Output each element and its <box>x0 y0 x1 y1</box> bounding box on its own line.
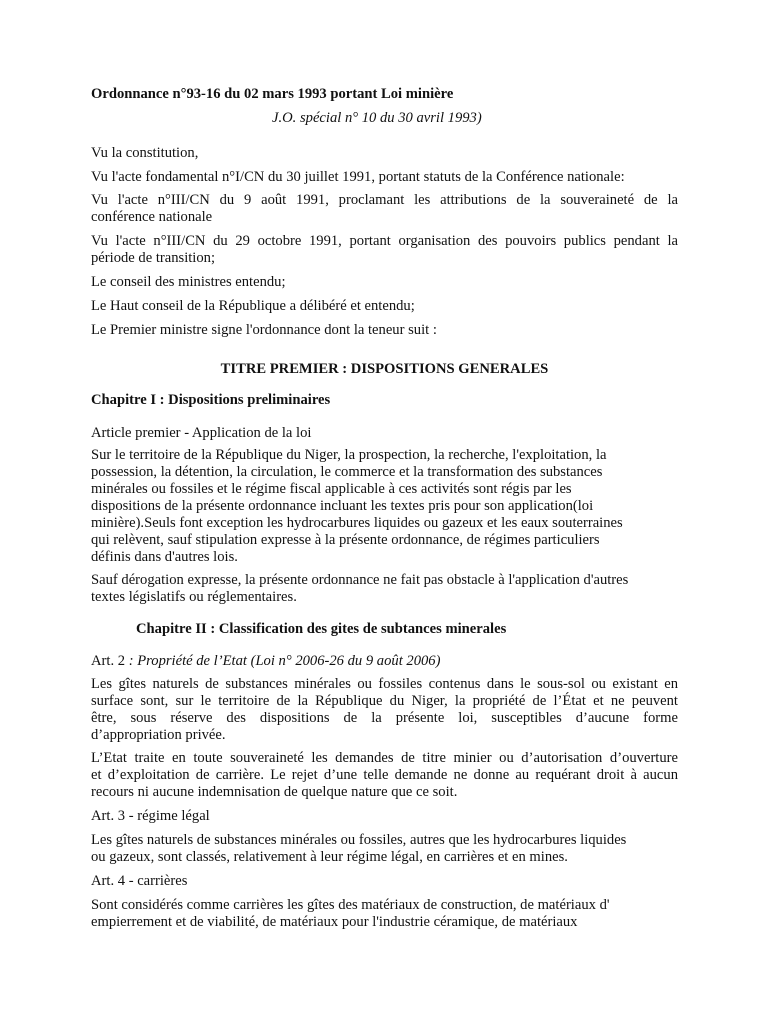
preamble-acte-octobre-line-2: période de transition; <box>91 250 216 266</box>
journal-officiel-reference: J.O. spécial n° 10 du 30 avril 1993) <box>272 110 482 126</box>
chapitre-2-heading: Chapitre II : Classification des gites de subtances minerales <box>136 621 507 637</box>
article-4-line: Sont considérés comme carrières les gîtes des matériaux de construction, de matériaux d' <box>91 897 610 913</box>
article-2-paragraph-1-line: être, sous réserve des dispositions de la présente loi, susceptibles d’aucune forme <box>91 710 678 726</box>
derogation-line: textes législatifs ou réglementaires. <box>91 589 297 605</box>
article-premier-line: minérales ou fossiles et le régime fiscal applicable à ces activités sont régis par les <box>91 481 572 497</box>
article-premier-line: minière).Seuls font exception les hydrocarbures liquides ou gazeux et les eaux souterraines <box>91 515 623 531</box>
preamble-acte-octobre-line-1: Vu l'acte n°III/CN du 29 octobre 1991, portant organisation des pouvoirs publics pendant la <box>91 233 678 249</box>
derogation-line: Sauf dérogation expresse, la présente ordonnance ne fait pas obstacle à l'application d'autres <box>91 572 629 588</box>
article-2-paragraph-2-line: et d’exploitation de carrière. Le rejet d’une telle demande ne donne au requérant droit à aucun <box>91 767 678 783</box>
article-2-title <box>91 653 678 670</box>
article-premier-line: Sur le territoire de la République du Niger, la prospection, la recherche, l'exploitation, la <box>91 447 607 463</box>
preamble-constitution: Vu la constitution, <box>91 145 199 161</box>
article-2-paragraph-2-line: recours ni aucune indemnisation de quelque nature que ce soit. <box>91 784 458 800</box>
article-4-title: Art. 4 - carrières <box>91 873 188 889</box>
article-2-paragraph-1-line: surface sont, sur le territoire de la République du Niger, la propriété de l’État et ne peuvent <box>91 693 678 709</box>
document-title: Ordonnance n°93-16 du 02 mars 1993 portant Loi minière <box>91 86 454 102</box>
article-2-paragraph-1-line: d’appropriation privée. <box>91 727 226 743</box>
article-3-line: ou gazeux, sont classés, relativement à leur régime légal, en carrières et en mines. <box>91 849 568 865</box>
article-2-title-text: : Propriété de l’Etat ( <box>125 653 256 669</box>
chapitre-1-heading: Chapitre I : Dispositions preliminaires <box>91 392 331 408</box>
preamble-acte-aout-line-2: conférence nationale <box>91 209 213 225</box>
article-premier-line: définis dans d'autres lois. <box>91 549 238 565</box>
preamble-acte-fondamental: Vu l'acte fondamental n°I/CN du 30 juillet 1991, portant statuts de la Conférence nationale: <box>91 169 625 185</box>
titre-premier-heading: TITRE PREMIER : DISPOSITIONS GENERALES <box>220 361 549 377</box>
article-2-prefix: Art. 2 <box>91 653 126 669</box>
article-3-title: Art. 3 - régime légal <box>91 808 210 824</box>
preamble-haut-conseil: Le Haut conseil de la République a délibéré et entendu; <box>91 298 415 314</box>
article-4-line: empierrement et de viabilité, de matériaux pour l'industrie céramique, de matériaux <box>91 914 578 930</box>
article-premier-line: possession, la détention, la circulation, le commerce et la transformation des substances <box>91 464 603 480</box>
article-3-line: Les gîtes naturels de substances minérales ou fossiles, autres que les hydrocarbures liquides <box>91 832 627 848</box>
preamble-acte-aout-line-1: Vu l'acte n°III/CN du 9 août 1991, proclamant les attributions de la souveraineté de la <box>91 192 678 208</box>
article-2-paragraph-2-line: L’Etat traite en toute souveraineté les demandes de titre minier ou d’autorisation d’ouverture <box>91 750 678 766</box>
article-2-law-reference: Loi n° 2006-26 du 9 août 2006) <box>255 653 441 669</box>
article-premier-title: Article premier - Application de la loi <box>91 425 312 441</box>
article-premier-line: qui relèvent, sauf stipulation expresse à la présente ordonnance, de régimes particuliers <box>91 532 600 548</box>
preamble-premier-ministre: Le Premier ministre signe l'ordonnance dont la teneur suit : <box>91 322 437 338</box>
article-premier-line: dispositions de la présente ordonnance incluant les textes pris pour son application(loi <box>91 498 594 514</box>
preamble-conseil: Le conseil des ministres entendu; <box>91 274 286 290</box>
article-2-paragraph-1-line: Les gîtes naturels de substances minérales ou fossiles contenus dans le sous-sol ou existant en <box>91 676 678 692</box>
